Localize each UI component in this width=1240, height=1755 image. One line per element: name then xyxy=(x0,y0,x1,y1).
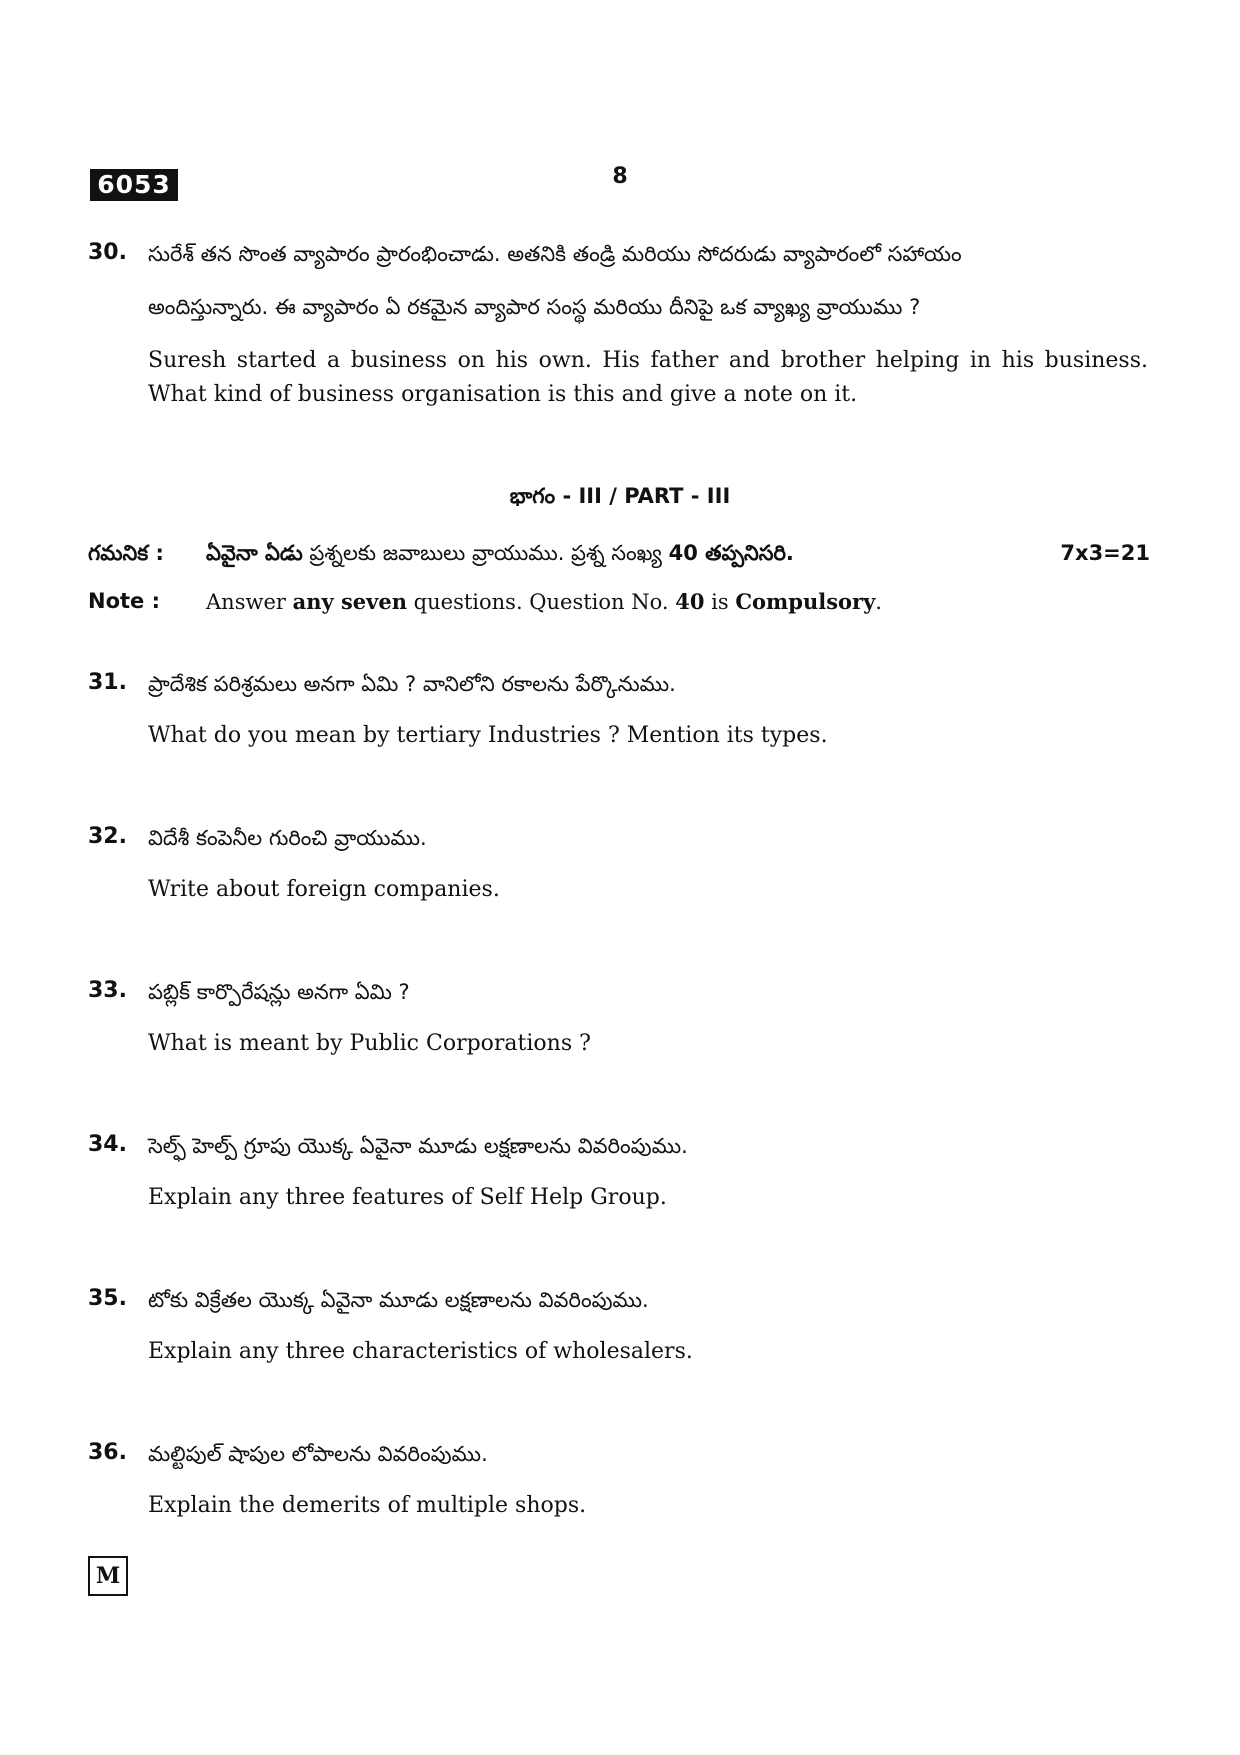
note-en-part1: Answer xyxy=(206,590,293,614)
question-number: 34. xyxy=(88,1132,127,1157)
question-number: 30. xyxy=(88,240,127,265)
note-en-part4: . xyxy=(875,590,882,614)
question-text-english: What do you mean by tertiary Industries ? Mention its types. xyxy=(148,723,828,748)
question-text-telugu: విదేశీ కంపెనీల గురించి వ్రాయుము. xyxy=(148,826,427,850)
note-label-english: Note : xyxy=(88,589,160,613)
question-text-english: Write about foreign companies. xyxy=(148,877,500,902)
question-number: 35. xyxy=(88,1286,127,1311)
question-number: 33. xyxy=(88,978,127,1003)
page-number: 8 xyxy=(612,164,628,189)
marks-allocation: 7x3=21 xyxy=(1060,541,1150,565)
question-text-english: Explain any three characteristics of wholesalers. xyxy=(148,1339,693,1364)
question-text-english: Explain the demerits of multiple shops. xyxy=(148,1493,587,1518)
question-text-telugu-line1: సురేశ్ తన సొంత వ్యాపారం ప్రారంభించాడు. అతనికి తండ్రి మరియు సోదరుడు వ్యాపారంలో సహాయం xyxy=(148,242,962,266)
medium-mark: M xyxy=(88,1556,128,1596)
question-text-telugu-line2: అందిస్తున్నారు. ఈ వ్యాపారం ఏ రకమైన వ్యాపార సంస్థ మరియు దీనిపై ఒక వ్యాఖ్య వ్రాయుము ? xyxy=(148,295,921,319)
question-text-telugu: మల్టిపుల్ షాపుల లోపాలను వివరింపుము. xyxy=(148,1442,488,1466)
note-question-number: 40 xyxy=(668,541,698,565)
note-en-bold3: Compulsory xyxy=(735,589,876,614)
question-number: 32. xyxy=(88,824,127,849)
note-text-telugu xyxy=(206,541,794,571)
question-text-english: What is meant by Public Corporations ? xyxy=(148,1031,591,1056)
note-label-telugu: గమనిక : xyxy=(88,541,164,565)
paper-code: 6053 xyxy=(90,169,178,201)
question-number: 31. xyxy=(88,670,127,695)
question-text-telugu: సెల్ఫ్ హెల్ప్ గ్రూపు యొక్క ఏవైనా మూడు లక్షణాలను వివరింపుము. xyxy=(148,1134,688,1158)
note-emphasis: ఏవైనా ఏడు xyxy=(206,541,303,565)
note-suffix: తప్పనిసరి. xyxy=(697,541,794,565)
note-text-english xyxy=(206,589,882,614)
question-number: 36. xyxy=(88,1440,127,1465)
note-middle: ప్రశ్నలకు జవాబులు వ్రాయుము. ప్రశ్న సంఖ్య xyxy=(302,541,669,565)
question-text-telugu: ప్రాదేశిక పరిశ్రమలు అనగా ఏమి ? వానిలోని రకాలను పేర్కొనుము. xyxy=(148,672,676,696)
question-text-telugu: పబ్లిక్ కార్పొరేషన్లు అనగా ఏమి ? xyxy=(148,980,410,1004)
question-text-english: Explain any three features of Self Help Group. xyxy=(148,1185,667,1210)
question-text-english: Suresh started a business on his own. His father and brother helping in his business. What kind of business organisation is this and give a note on it. xyxy=(148,348,1148,407)
note-en-part3: is xyxy=(704,590,736,614)
note-en-bold2: 40 xyxy=(675,589,705,614)
note-en-part2: questions. Question No. xyxy=(407,590,676,614)
part-title: భాగం - III / PART - III xyxy=(509,484,731,508)
note-en-bold1: any seven xyxy=(292,589,407,614)
question-text-telugu: టోకు విక్రేతల యొక్క ఏవైనా మూడు లక్షణాలను వివరింపుము. xyxy=(148,1288,649,1312)
